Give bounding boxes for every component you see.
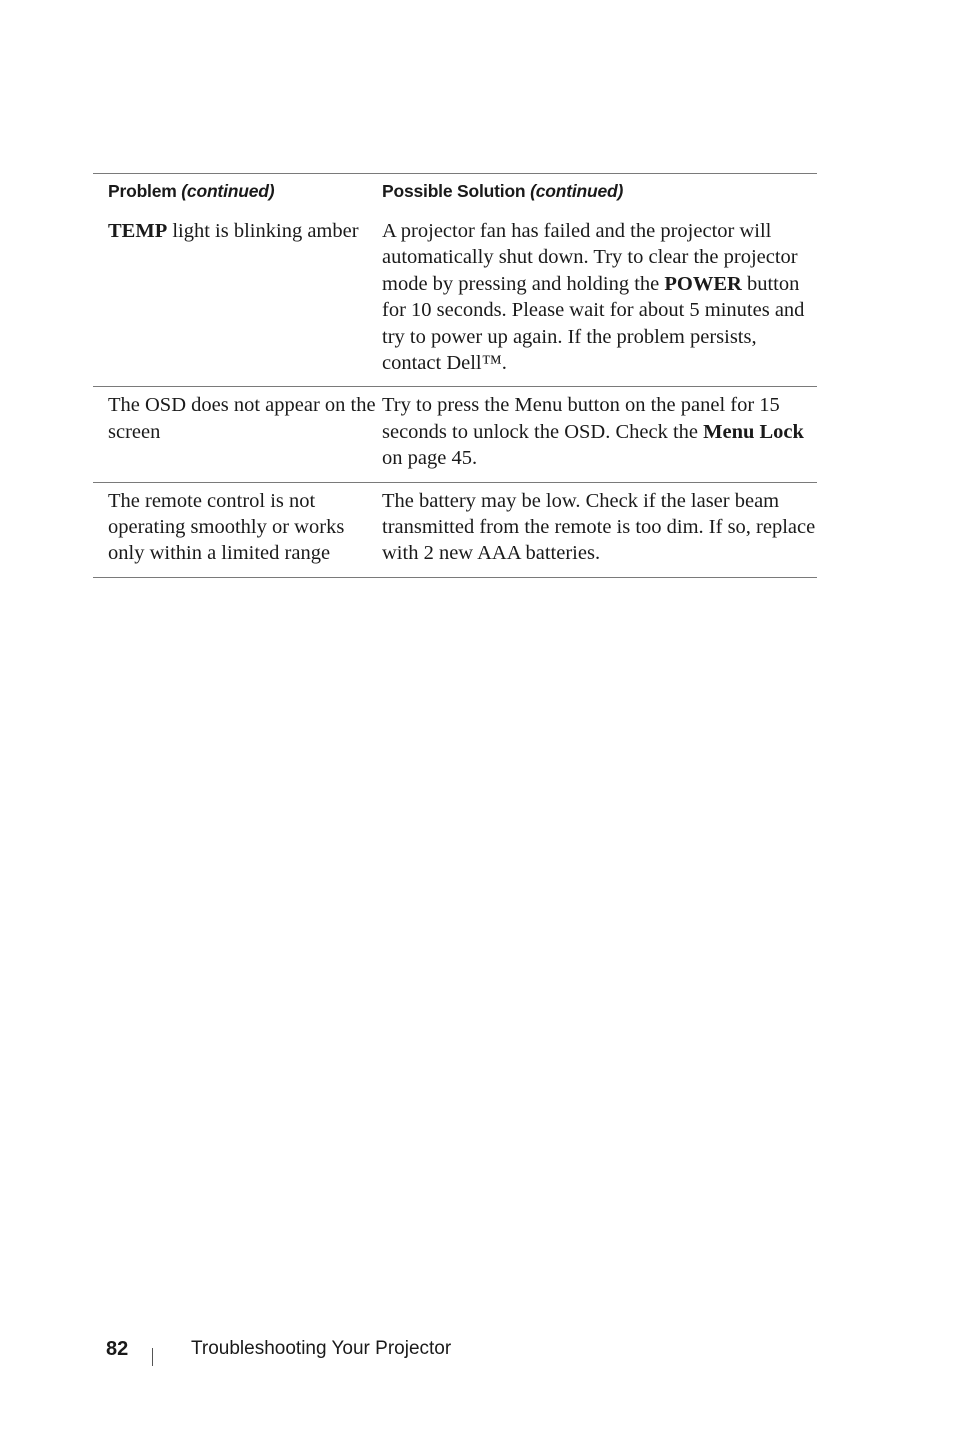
problem-column-header: Problem (continued) xyxy=(108,181,275,201)
problem-cell: TEMP light is blinking amber xyxy=(108,220,359,242)
solution-cell: A projector fan has failed and the projector will automatically shut down. Try to clear the projector mode by pressing and holding the POWER button for 10 seconds. Please wait for about 5 minutes and try to power up again. If the problem persists, contact Dell™. xyxy=(382,220,805,375)
problem-cell: The remote control is not operating smoothly or works only within a limited range xyxy=(108,489,345,565)
table-row xyxy=(93,483,817,578)
page-number: 82 xyxy=(106,1338,129,1360)
table-row xyxy=(93,387,817,482)
footer-divider xyxy=(152,1348,153,1366)
solution-cell: Try to press the Menu button on the panel for 15 seconds to unlock the OSD. Check the Menu Lock on page 45. xyxy=(382,394,804,470)
solution-column-header: Possible Solution (continued) xyxy=(382,181,624,201)
troubleshooting-table xyxy=(93,173,817,578)
table-row xyxy=(93,206,817,387)
problem-cell: The OSD does not appear on the screen xyxy=(108,394,376,443)
solution-cell: The battery may be low. Check if the laser beam transmitted from the remote is too dim. If so, replace with 2 new AAA batteries. xyxy=(382,489,816,565)
table-header-row xyxy=(93,174,817,206)
chapter-title: Troubleshooting Your Projector xyxy=(191,1338,452,1359)
